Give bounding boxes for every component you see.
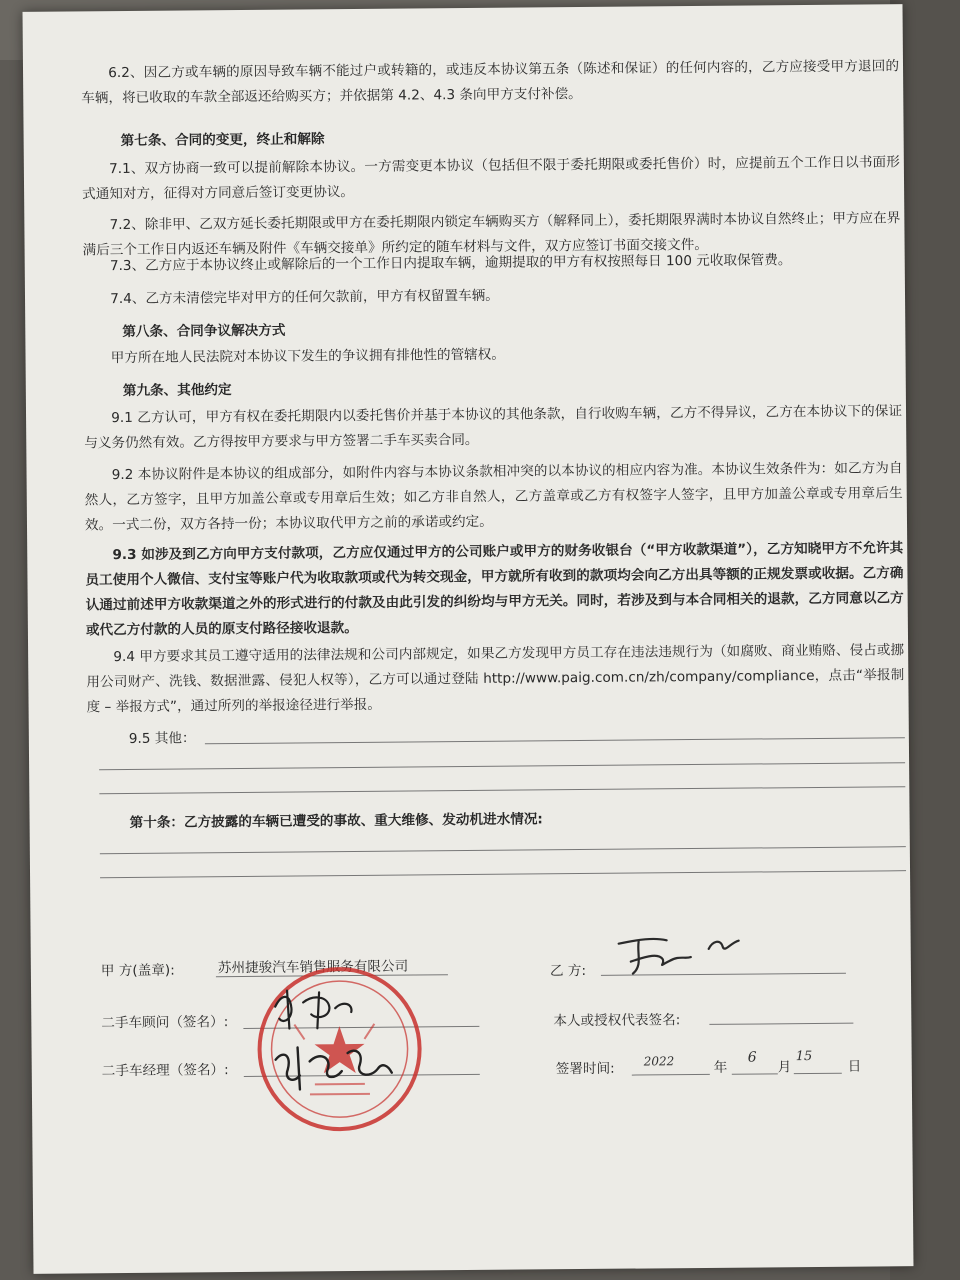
section-7-title: 第七条、合同的变更，终止和解除 bbox=[120, 131, 325, 150]
sign-time-label: 签署时间: bbox=[555, 1060, 615, 1078]
sign-day: 15 bbox=[795, 1049, 813, 1065]
year-line bbox=[632, 1074, 710, 1076]
party-a-label: 甲 方(盖章): bbox=[100, 962, 175, 980]
sign-month: 6 bbox=[747, 1049, 757, 1066]
party-b-label: 乙 方: bbox=[549, 962, 587, 980]
clause-7-1: 7.1、双方协商一致可以提前解除本协议。一方需变更本协议（包括但不限于委托期限或委托售价）时，应提前五个工作日以书面形式通知对方，征得对方同意后签订变更协议。 bbox=[82, 154, 900, 203]
clause-8: 甲方所在地人民法院对本协议下发生的争议拥有排他性的管辖权。 bbox=[110, 346, 505, 367]
manager-label: 二手车经理（签名）: bbox=[101, 1062, 229, 1080]
month-line bbox=[732, 1073, 778, 1074]
clause-7-3: 7.3、乙方应于本协议终止或解除后的一个工作日内提取车辆，逾期提取的甲方有权按照每日 100 元收取保管费。 bbox=[109, 252, 792, 275]
clause-7-2: 7.2、除非甲、乙双方延长委托期限或甲方在委托期限内锁定车辆购买方（解释同上），委托期限界满时本协议自然终止；甲方应在界满后三个工作日内返还车辆及附件《车辆交接单》所约定的随车材料与文件，双方应签订书面交接文件。 bbox=[82, 210, 901, 259]
clause-7-4: 7.4、乙方未清偿完毕对甲方的任何欠款前，甲方有权留置车辆。 bbox=[110, 287, 499, 308]
disclosure-line-1 bbox=[100, 846, 906, 854]
contract-page bbox=[23, 4, 914, 1274]
section-9-title: 第九条、其他约定 bbox=[122, 382, 232, 400]
rep-line bbox=[709, 1023, 853, 1025]
party-b-signature bbox=[609, 931, 749, 977]
clause-9-1: 9.1 乙方认可，甲方有权在委托期限内以委托售价并基于本协议的其他条款，自行收购车辆，乙方不得异议，乙方在本协议下的保证与义务仍然有效。乙方得按甲方要求与甲方签署二手车买卖合同。 bbox=[84, 403, 903, 452]
day-char: 日 bbox=[847, 1058, 862, 1075]
sign-year: 2022 bbox=[643, 1054, 675, 1069]
advisor-signature bbox=[269, 984, 379, 1035]
disclosure-line-2 bbox=[100, 870, 906, 878]
clause-6-2: 6.2、因乙方或车辆的原因导致车辆不能过户或转籍的，或违反本协议第五条（陈述和保证）的任何内容的，乙方应接受甲方退回的车辆，将已收取的车款全部返还给购买方；并依据第 4.2、4.3 条向甲方支付补偿。 bbox=[81, 58, 900, 107]
clause-9-3: 9.3 如涉及到乙方向甲方支付款项，乙方应仅通过甲方的公司账户或甲方的财务收银台（“甲方收款渠道”），乙方知晓甲方不允许其员工使用个人微信、支付宝等账户代为收取款项或代为转交现金，甲方就所有收到的款项均会向乙方出具等额的正规发票或收据。乙方确认通过前述甲方收款渠道之外的形式进行的付款及由此引发的纠纷均与甲方无关。同时，若涉及到与本合同相关的退款，乙方同意以乙方或代乙方付款的人员的原支付路径接收退款。 bbox=[85, 540, 904, 639]
year-char: 年 bbox=[713, 1059, 728, 1076]
section-10-title: 第十条：乙方披露的车辆已遭受的事故、重大维修、发动机进水情况: bbox=[129, 811, 543, 831]
clause-9-5-label: 9.5 其他： bbox=[128, 730, 196, 747]
other-line-1 bbox=[205, 737, 905, 744]
day-line bbox=[794, 1073, 842, 1074]
month-char: 月 bbox=[777, 1059, 792, 1076]
rep-label: 本人或授权代表签名: bbox=[553, 1012, 681, 1030]
clause-9-2: 9.2 本协议附件是本协议的组成部分，如附件内容与本协议条款相冲突的以本协议的相应内容为准。本协议生效条件为：如乙方为自然人，乙方签字，且甲方加盖公章或专用章后生效；如乙方非自然人，乙方盖章或乙方有权签字人签字，且甲方加盖公章或专用章后生效。一式二份，双方各持一份；本协议取代甲方之前的承诺或约定。 bbox=[84, 460, 903, 534]
section-8-title: 第八条、合同争议解决方式 bbox=[122, 322, 286, 341]
advisor-label: 二手车顾问（签名）: bbox=[101, 1014, 229, 1032]
clause-9-4: 9.4 甲方要求其员工遵守适用的法律法规和公司内部规定，如果乙方发现甲方员工存在违法违规行为（如腐败、商业贿赂、侵占或挪用公司财产、洗钱、数据泄露、侵犯人权等），乙方可以通过登陆 http://www.paig.com.cn/zh/company/compliance，点击“举报制度 – 举报方式”，通过所列的举报途径进行举报。 bbox=[86, 642, 905, 716]
party-a-name: 苏州捷骏汽车销售服务有限公司 bbox=[217, 958, 409, 977]
manager-signature bbox=[269, 1039, 410, 1100]
other-line-2 bbox=[99, 762, 905, 770]
other-line-3 bbox=[99, 786, 905, 794]
